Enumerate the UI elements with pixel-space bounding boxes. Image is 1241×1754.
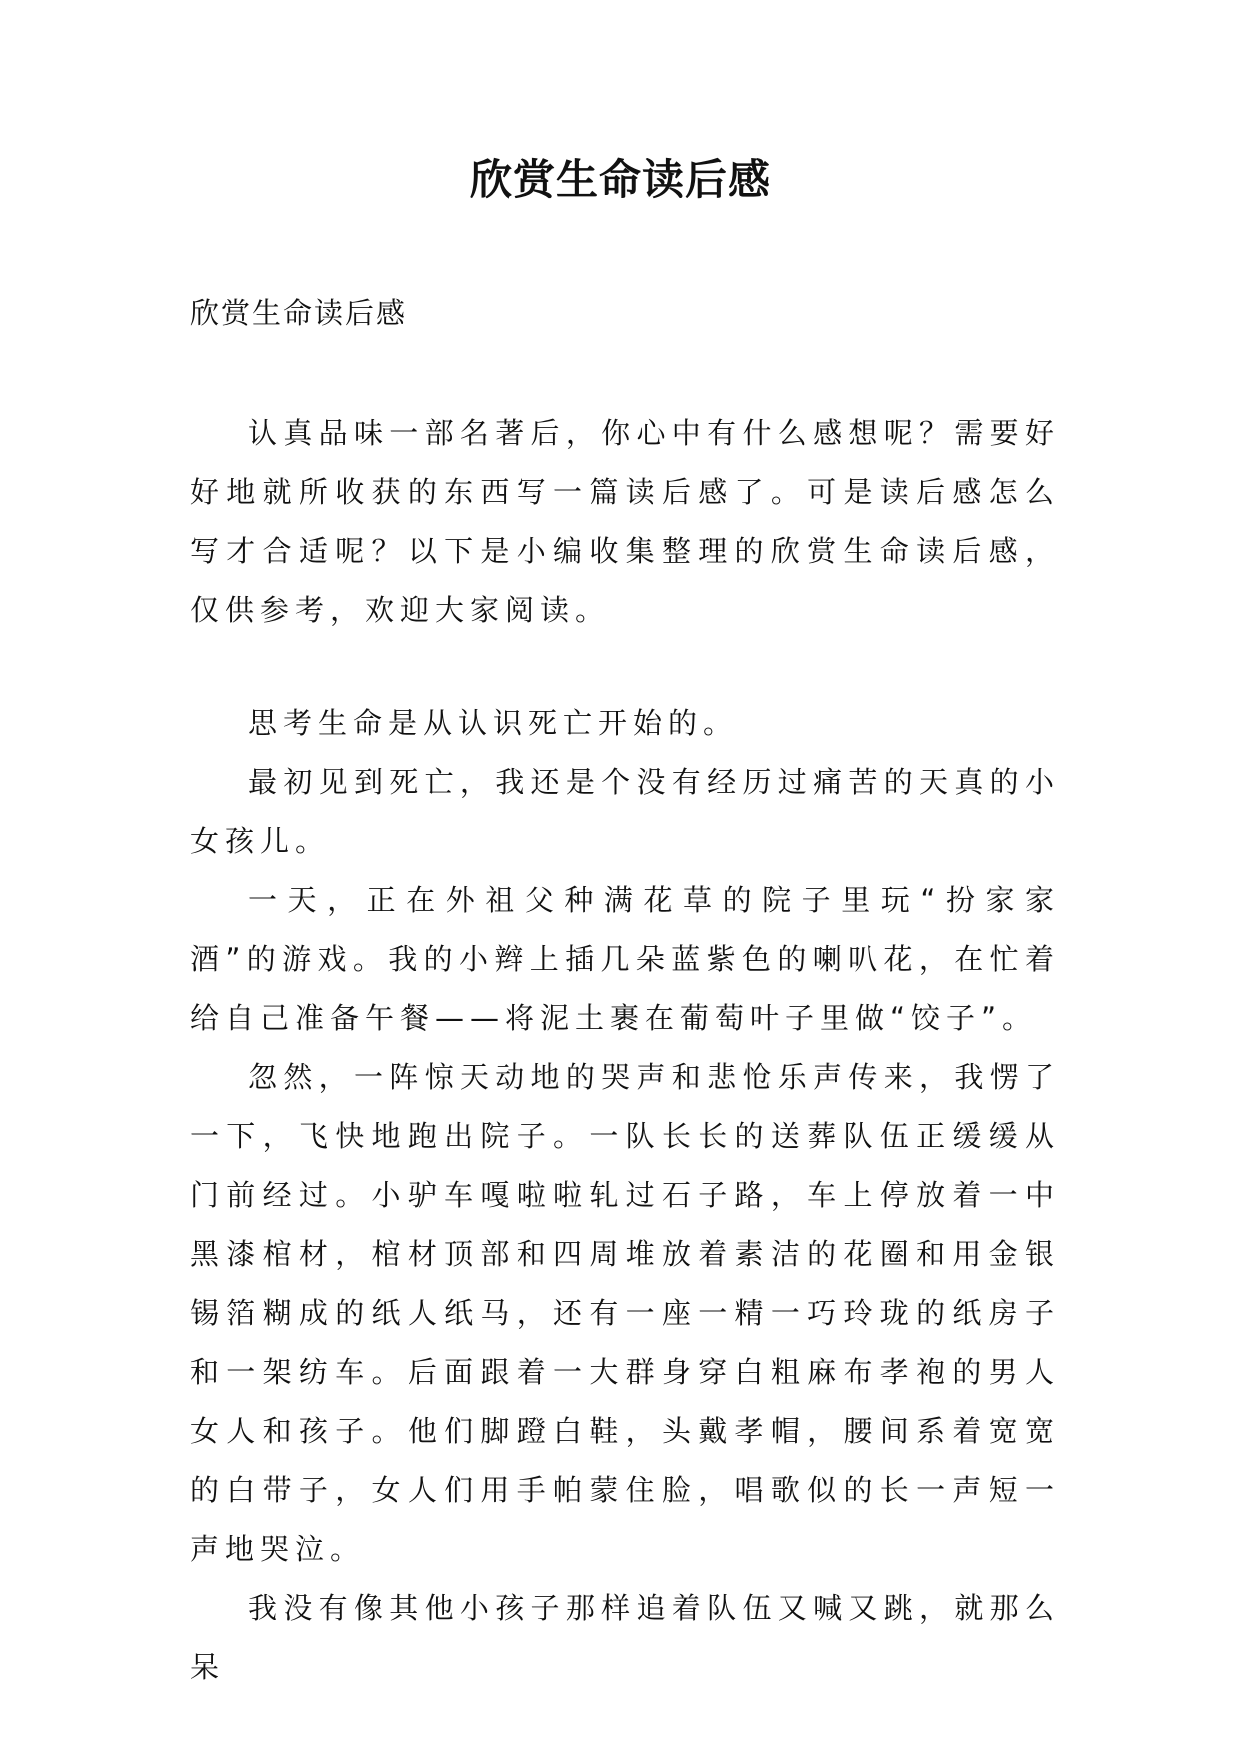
intro-paragraph: 认真品味一部名著后，你心中有什么感想呢？需要好好地就所收获的东西写一篇读后感了。可是读后感怎么写才合适呢？以下是小编收集整理的欣赏生命读后感，仅供参考，欢迎大家阅读。 — [190, 416, 1060, 627]
body-paragraph-4: 忽然，一阵惊天动地的哭声和悲怆乐声传来，我愣了一下，飞快地跑出院子。一队长长的送葬队伍正缓缓从门前经过。小驴车嘎啦啦轧过石子路，车上停放着一中黑漆棺材，棺材顶部和四周堆放着素洁的花圈和用金银锡箔糊成的纸人纸马，还有一座一精一巧玲珑的纸房子和一架纺车。后面跟着一大群身穿白粗麻布孝袍的男人女人和孩子。他们脚蹬白鞋，头戴孝帽，腰间系着宽宽的白带子，女人们用手帕蒙住脸，唱歌似的长一声短一声地哭泣。 — [190, 1060, 1060, 1566]
body-paragraph-1: 思考生命是从认识死亡开始的。 — [248, 706, 739, 740]
body-paragraph-3: 一天，正在外祖父种满花草的院子里玩“扮家家酒”的游戏。我的小辫上插几朵蓝紫色的喇叭花，在忙着给自己准备午餐——将泥土裹在葡萄叶子里做“饺子”。 — [190, 883, 1060, 1035]
document-title: 欣赏生命读后感 — [469, 155, 771, 204]
body-section — [190, 694, 1060, 1697]
intro-section — [190, 404, 1060, 640]
document-subtitle: 欣赏生命读后感 — [190, 296, 408, 330]
body-paragraph-2: 最初见到死亡，我还是个没有经历过痛苦的天真的小女孩儿。 — [190, 765, 1060, 858]
body-paragraph-5: 我没有像其他小孩子那样追着队伍又喊又跳，就那么呆 — [190, 1591, 1060, 1684]
